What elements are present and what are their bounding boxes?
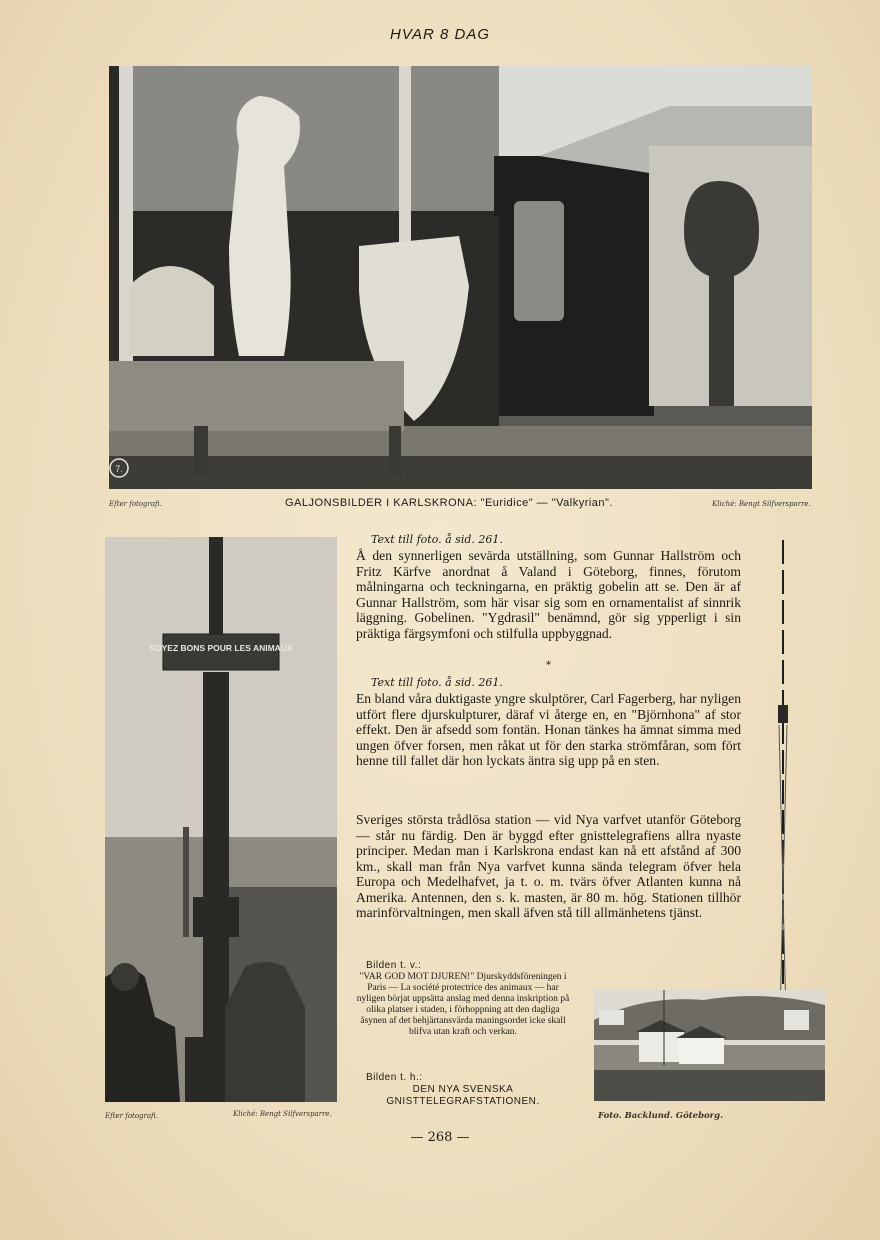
caption-right-text: DEN NYA SVENSKA GNISTTELEGRAFSTATIONEN.: [386, 1084, 540, 1107]
article1-body: Å den synnerligen sevärda utställning, som Gunnar Hallström och Fritz Kärfve anordnat å Valand i Göteborg, finnes, förutom målningarna och teckningarna, en präktig gobelin att se. Den är af Gunnar Hallström, som här visar sig som en ornamentalist af sinnrik läggning. Gobelinen. "Ygdrasil" benämnd, gör sig ypperligt i sin präktiga färgsymfoni och stilfulla uppbyggnad.: [356, 548, 741, 641]
article3-body: Sveriges största trådlösa station — vid Nya varfvet utanför Göteborg — står nu färdig. Den är byggd efter gnisttelegrafiens allra nyaste principer. Medan man i Karlskrona endast kan nå ett afstånd af 300 km., skall man från Nya varfvet kunna sända telegram öfver hela Europa och Medelhafvet, ja t. o. m. tvärs öfver Atlanten kunna nå Amerika. Antennen, den s. k. masten, är 80 m. hög. Stationen tillhör marinförvaltningen, men skall äfven stå till allmänhetens tjänst.: [356, 812, 741, 920]
radio-station-illustration: [594, 990, 825, 1101]
caption-left-block: [352, 960, 574, 1038]
figurehead-caption: GALJONSBILDER I KARLSKRONA: "Euridice" — "Valkyrian".: [285, 497, 614, 509]
radio-station-photo: [594, 990, 825, 1101]
station-photo-credit: Foto. Backlund. Göteborg.: [598, 1111, 724, 1121]
sign-text: SOYEZ BONS POUR LES ANIMAUX: [149, 643, 293, 653]
caption-right-label: Bilden t. h.:: [366, 1072, 423, 1083]
article1-reference: Text till foto. å sid. 261.: [371, 533, 503, 546]
article2-reference: Text till foto. å sid. 261.: [371, 676, 503, 689]
figure-number-badge: 7.: [115, 464, 123, 474]
figurehead-illustration: [109, 66, 812, 489]
article2-body: En bland våra duktigaste yngre skulptörer, Carl Fagerberg, har nyligen utfört flere djurskulpturer, däraf vi återge en, en "Björnhona" af stor effekt. Den är afsedd som fontän. Honan tänkes ha ämnat simma med ungen öfver forsen, men råkat ut för den starka strömfåran, som fört henne till fallet där hon lyckats äntra sig upp på en sten.: [356, 691, 741, 768]
caption-left-text: "VAR GOD MOT DJUREN!" Djurskyddsföreningen i Paris — La société protectrice des animaux — har nyligen börjat uppsätta anslag med denna inskription på olika platser i staden, i förhoppning att den dagliga åsynen af det behjärtansvärda maningsordet icke skall blifva utan kraft och verkan.: [356, 972, 570, 1037]
section-separator: *: [546, 660, 551, 671]
left-photo-credit: Efter fotografi.: [105, 1112, 158, 1120]
caption-right-block: [352, 1072, 574, 1108]
left-cliche-credit: Kliché: Bengt Silfversparre.: [233, 1110, 332, 1118]
photo-credit-left: Efter fotografi.: [109, 500, 162, 508]
page-header-title: HVAR 8 DAG: [389, 26, 491, 43]
caption-left-label: Bilden t. v.:: [366, 960, 422, 971]
figurehead-photo: [109, 66, 812, 489]
sign-pole-illustration: [105, 537, 337, 1102]
cliche-credit-right: Kliché: Bengt Silfversparre.: [712, 500, 811, 508]
page-number: — 268 —: [410, 1130, 470, 1145]
sign-pole-photo: [105, 537, 337, 1102]
